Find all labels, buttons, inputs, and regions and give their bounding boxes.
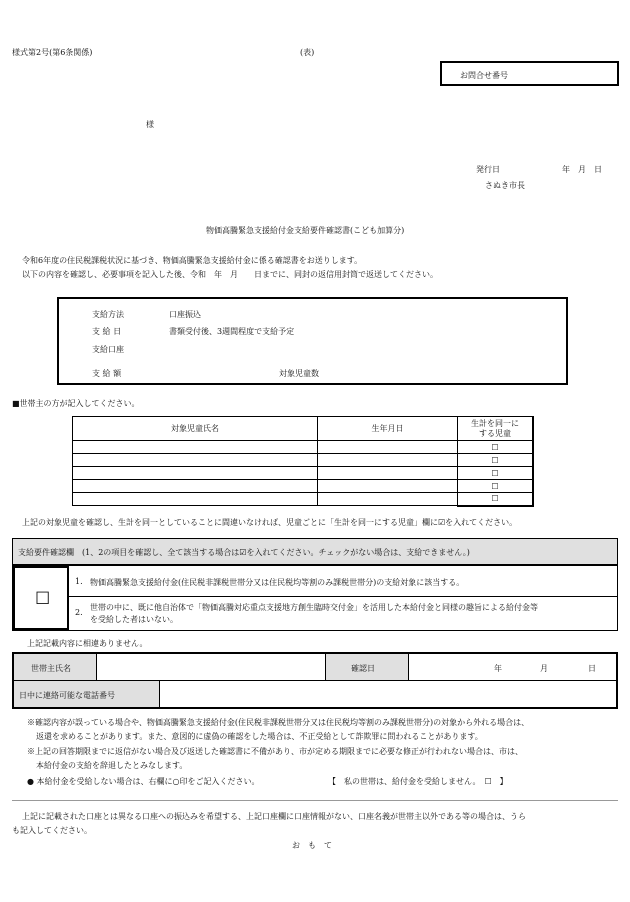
col-child-name: 対象児童氏名 — [73, 417, 318, 441]
child-name-cell[interactable] — [73, 441, 318, 454]
birth-date-cell[interactable] — [318, 493, 458, 506]
item2-line-2: を受給した者はいない。 — [90, 615, 178, 624]
phone-input[interactable] — [160, 681, 616, 707]
requirements-checkbox-cell[interactable] — [13, 566, 69, 630]
child-name-cell[interactable] — [73, 480, 318, 493]
householder-note: ■世帯主の方が記入してください。 — [12, 399, 140, 408]
issue-date-label: 発行日 — [476, 165, 500, 174]
addressee-suffix: 様 — [146, 120, 154, 129]
document-title: 物価高騰緊急支援給付金支給要件確認書(こども加算分) — [206, 226, 405, 235]
same-household-checkbox[interactable]: ☐ — [458, 493, 534, 506]
birth-date-cell[interactable] — [318, 467, 458, 480]
payment-date-value: 書類受付後、3週間程度で支給予定 — [169, 327, 295, 336]
check-instruction: 上記の対象児童を確認し、生計を同一としていることに間違いなければ、児童ごとに「生計を同一にする児童」欄に☑を入れてください。 — [22, 518, 518, 527]
requirements-checkbox[interactable]: ☐ — [35, 589, 51, 609]
footer-line-2: も記入してください。 — [12, 826, 92, 835]
side-label: (表) — [300, 48, 315, 57]
issuer: さぬき市長 — [485, 181, 525, 190]
intro-line-1: 令和6年度の住民税課税状況に基づき、物価高騰緊急支援給付金に係る確認書をお送りします。 — [22, 256, 363, 265]
phone-label: 日中に連絡可能な電話番号 — [19, 691, 115, 700]
form-number: 様式第2号(第6条関係) — [12, 48, 93, 57]
col-same-line-2: する児童 — [479, 428, 511, 438]
col-same-line-1: 生計を同一に — [471, 418, 519, 428]
child-name-cell[interactable] — [73, 454, 318, 467]
requirements-body — [12, 565, 618, 631]
note-2-line-1: ※上記の回答期限までに返信がない場合及び返送した確認書に不備があり、市が定める期限までに必要な修正が行われない場合は、市は、 — [27, 747, 523, 756]
householder-name-label: 世帯主氏名 — [31, 664, 71, 673]
table-row — [73, 480, 534, 493]
confirm-date-label: 確認日 — [351, 664, 375, 673]
birth-date-cell[interactable] — [318, 454, 458, 467]
requirements-header-text: 支給要件確認欄 (1、2の項目を確認し、全て該当する場合は☑を入れてください。チェックがない場合は、支給できません。) — [18, 548, 470, 557]
page-side-label: お も て — [292, 841, 332, 850]
confirm-day[interactable]: 日 — [588, 664, 596, 673]
payment-info-box — [57, 297, 568, 385]
divider — [12, 800, 618, 801]
birth-date-cell[interactable] — [318, 441, 458, 454]
same-household-checkbox[interactable]: ☐ — [458, 467, 534, 480]
payment-method-label: 支給方法 — [92, 310, 124, 319]
note-2-line-2: 本給付金の支給を辞退したとみなします。 — [36, 761, 188, 770]
payment-method-value: 口座振込 — [169, 310, 201, 319]
child-name-cell[interactable] — [73, 493, 318, 506]
payment-amount-label: 支 給 額 — [92, 369, 122, 378]
col-birth-date: 生年月日 — [318, 417, 458, 441]
note-1-line-2: 返還を求めることがあります。また、意図的に虚偽の確認をした場合は、不正受給として詐欺罪に問われることがあります。 — [36, 732, 483, 741]
householder-name-input[interactable] — [96, 654, 326, 680]
intro-line-2: 以下の内容を確認し、必要事項を記入した後、令和 年 月 日までに、同封の返信用封筒で返送してください。 — [22, 270, 438, 279]
decline-text: ● 本給付金を受給しない場合は、右欄に○印をご記入ください。 — [27, 777, 260, 786]
phone-cell — [14, 681, 160, 707]
confirm-month[interactable]: 月 — [540, 664, 548, 673]
birth-date-cell[interactable] — [318, 480, 458, 493]
same-household-checkbox[interactable]: ☐ — [458, 480, 534, 493]
issue-date-units: 年 月 日 — [562, 165, 602, 174]
payment-date-label: 支 給 日 — [92, 327, 122, 336]
requirements-header — [12, 538, 618, 565]
item1-text: 物価高騰緊急支援給付金(住民税非課税世帯分又は住民税均等割のみ課税世帯分)の支給対象に該当する。 — [90, 578, 465, 587]
table-row — [73, 493, 534, 506]
inquiry-label: お問合せ番号 — [460, 71, 508, 80]
child-name-cell[interactable] — [73, 467, 318, 480]
table-row — [73, 467, 534, 480]
signature-box — [12, 652, 618, 709]
footer-line-1: 上記に記載された口座とは異なる口座への振込みを希望する、上記口座欄に口座情報がない、口座名義が世帯主以外である等の場合は、うら — [22, 812, 526, 821]
confirm-text: 上記記載内容に相違ありません。 — [27, 639, 148, 648]
householder-name-cell — [14, 654, 97, 680]
table-row — [73, 454, 534, 467]
confirm-date-cell — [325, 654, 409, 680]
note-1-line-1: ※確認内容が誤っている場合や、物価高騰緊急支援給付金(住民税非課税世帯分又は住民税均等割のみ課税世帯分)の対象から外れる場合は、 — [27, 718, 530, 727]
same-household-checkbox[interactable]: ☐ — [458, 441, 534, 454]
item2-number: 2. — [75, 608, 83, 617]
payment-account-label: 支給口座 — [92, 345, 124, 354]
children-table — [72, 416, 534, 507]
item1-number: 1. — [75, 577, 83, 586]
children-count-label: 対象児童数 — [279, 369, 319, 378]
col-same-household — [458, 417, 534, 441]
decline-box[interactable]: 【 私の世帯は、給付金を受給しません。 ☐ 】 — [328, 777, 508, 786]
confirm-year[interactable]: 年 — [494, 664, 502, 673]
same-household-checkbox[interactable]: ☐ — [458, 454, 534, 467]
table-row — [73, 441, 534, 454]
item2-line-1: 世帯の中に、既に他自治体で「物価高騰対応重点支援地方創生臨時交付金」を活用した本給付金と同様の趣旨による給付金等 — [90, 603, 538, 612]
inquiry-number-box — [440, 61, 619, 86]
